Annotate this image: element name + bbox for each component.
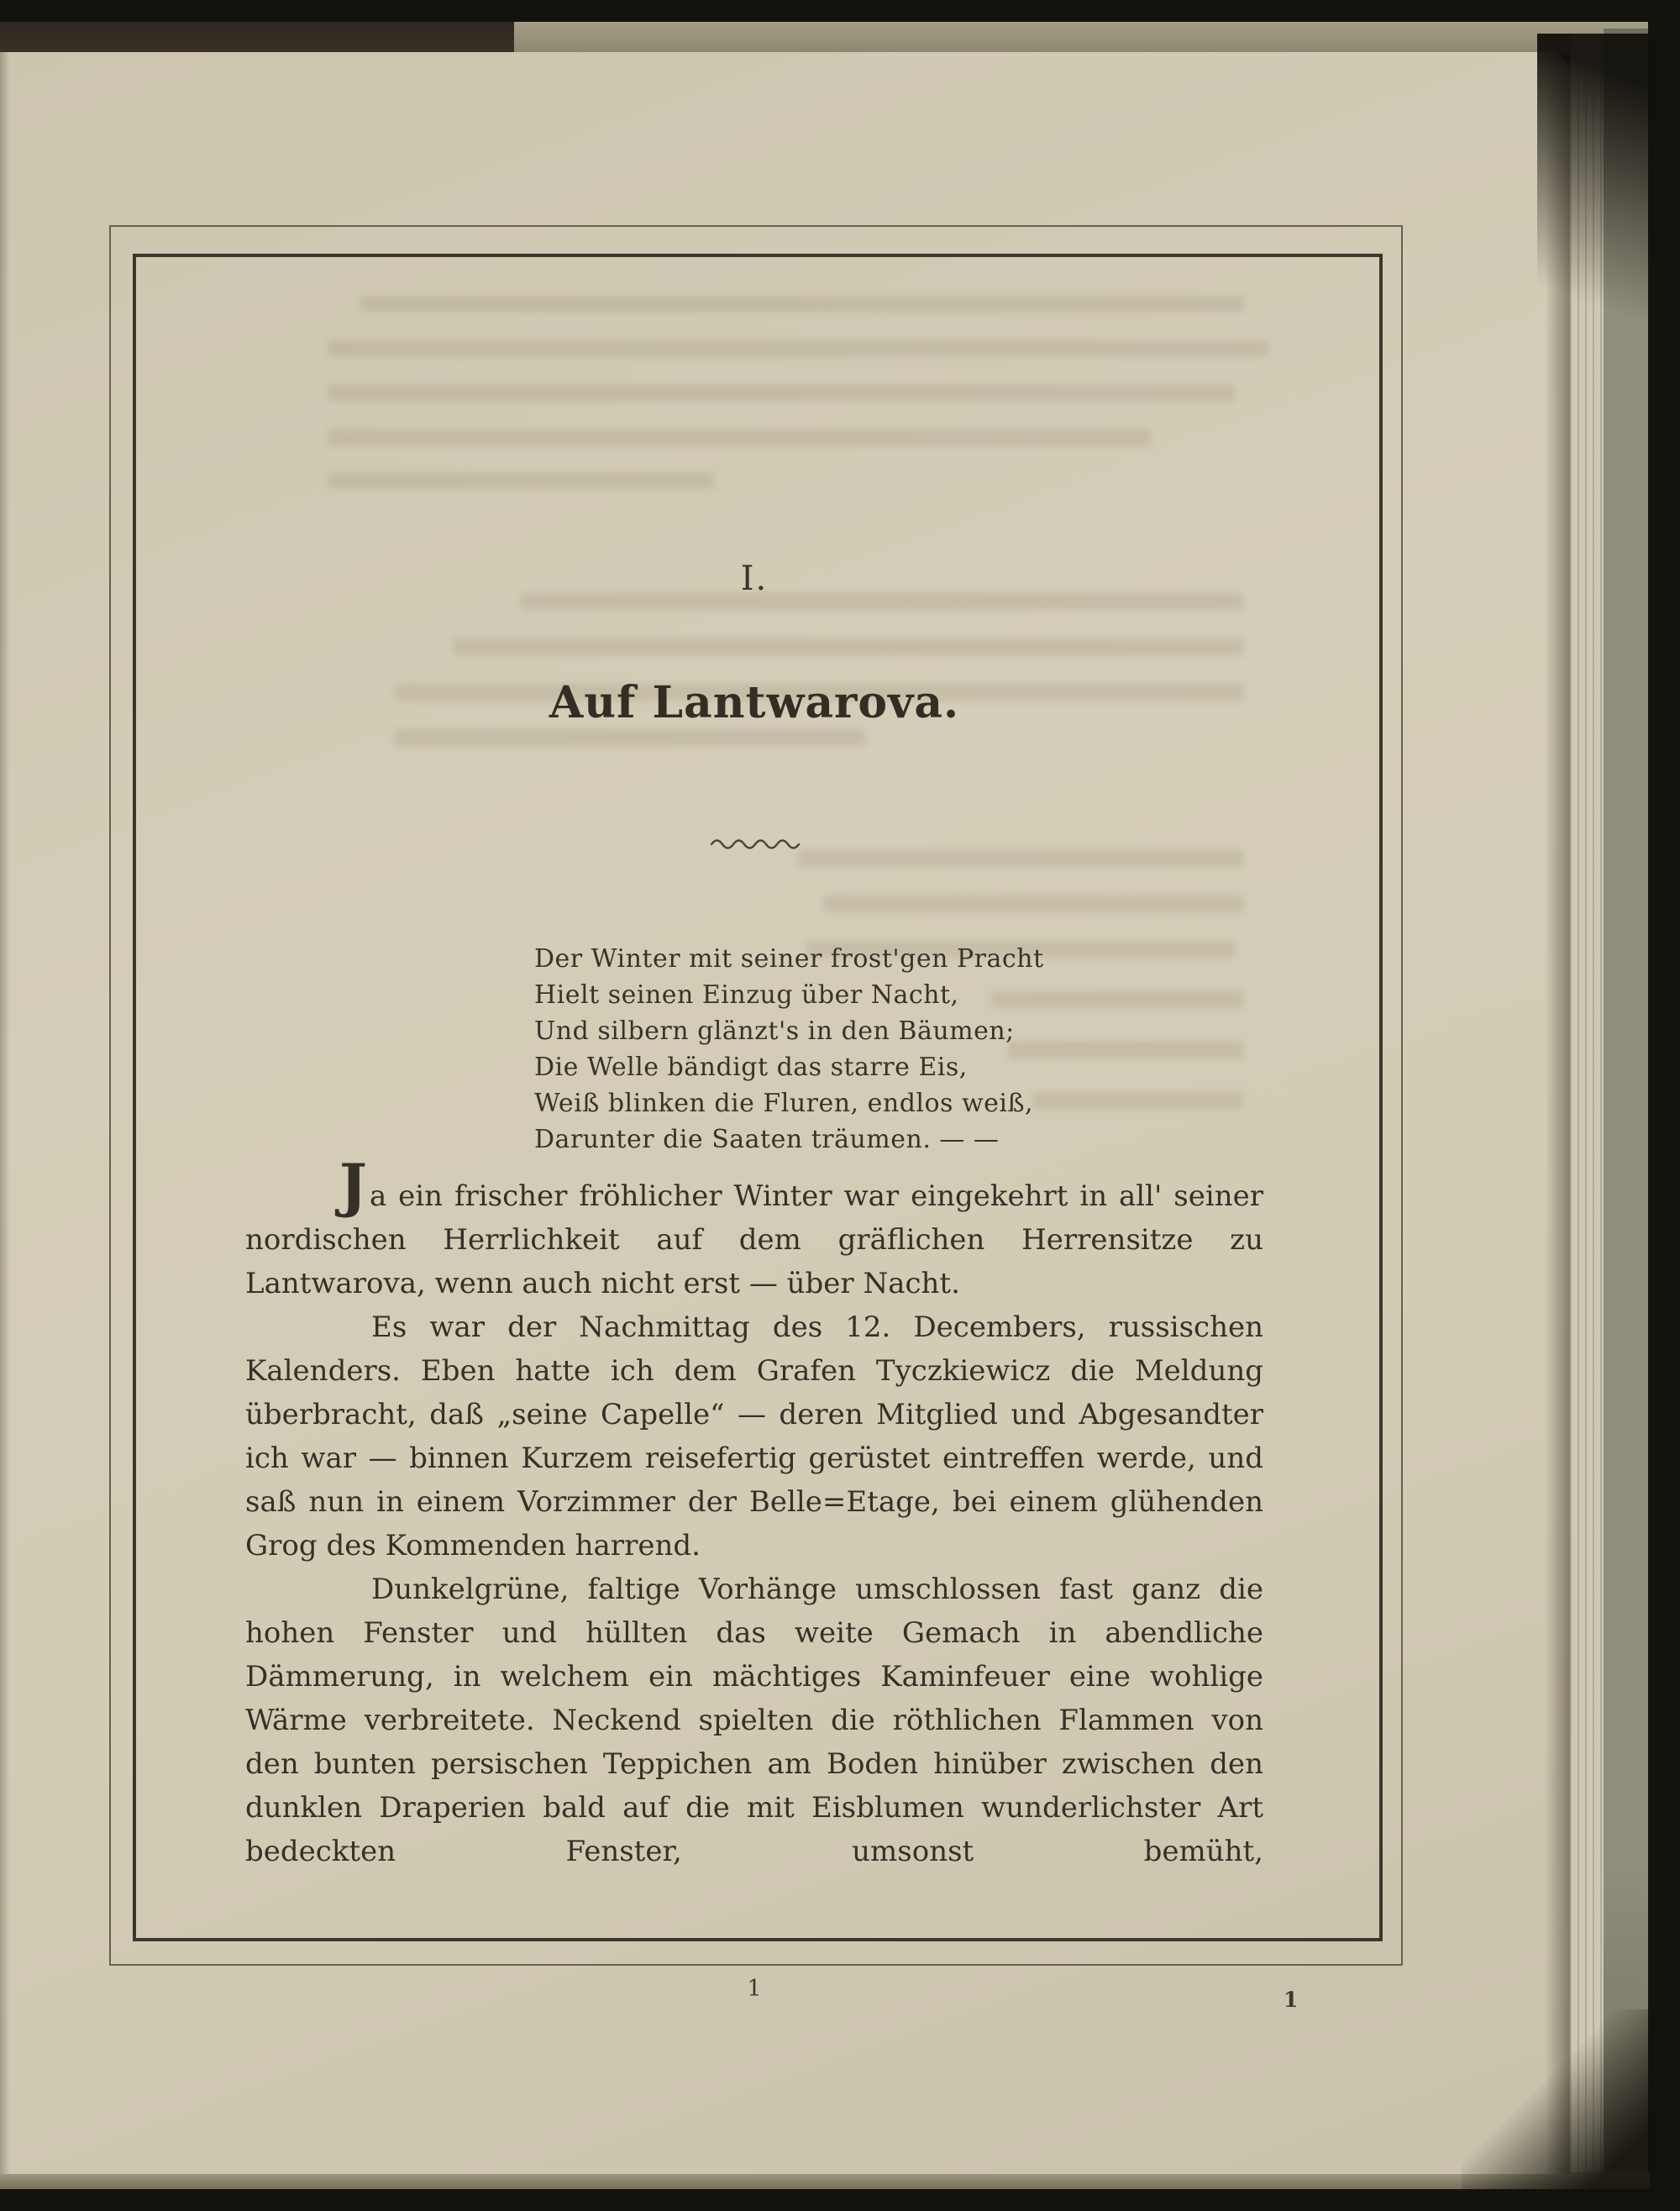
page-bottom-edge xyxy=(0,2172,1650,2191)
body-paragraph: Es war der Nachmittag des 12. Decembers, russischen Kalenders. Eben hatte ich dem Grafen Tyczkiewicz die Meldung überbracht, daß „seine Capelle“ — deren Mitglied und Abgesandter ich war — binnen Kurzem reisefertig gerüstet eintreffen werde, und saß nun in einem Vorzimmer der Belle=Etage, bei einem glühenden Grog des Kommenden harrend. xyxy=(245,1310,1263,1562)
poem xyxy=(534,941,1044,1158)
chapter-number: I. xyxy=(740,559,769,598)
corner-shadow-bottom-right xyxy=(1462,2009,1655,2194)
signature-mark: 1 xyxy=(1284,1988,1299,2012)
page-left-shadow xyxy=(0,52,10,2174)
cover-edge-top-left xyxy=(0,22,514,55)
body-paragraph: Ja ein frischer fröhlicher Winter war eingekehrt in all' seiner nordischen Herrlichkeit auf dem gräflichen Herrensitze zu Lantwarova, wenn auch nicht erst — über Nacht. xyxy=(245,1152,1263,1300)
poem-line: Darunter die Saaten träumen. — — xyxy=(534,1125,1000,1154)
body-text xyxy=(245,1152,1263,1873)
chapter-title: Auf Lantwarova. xyxy=(549,677,960,728)
poem-line: Die Welle bändigt das starre Eis, xyxy=(534,1053,968,1082)
poem-line: Und silbern glänzt's in den Bäumen; xyxy=(534,1016,1015,1046)
poem-line: Der Winter mit seiner frost'gen Pracht xyxy=(534,944,1044,974)
poem-line: Weiß blinken die Fluren, endlos weiß, xyxy=(534,1089,1034,1118)
body-paragraph: Dunkelgrüne, faltige Vorhänge umschlossen fast ganz die hohen Fenster und hüllten das weite Gemach in abendliche Dämmerung, in welchem ein mächtiges Kaminfeuer eine wohlige Wärme verbreitete. Neckend spielten die röthlichen Flammen von den bunten persischen Teppichen am Boden hinüber zwischen den dunklen Draperien bald auf die mit Eisblumen wunderlichster Art bedeckten Fenster, umsonst bemüht, xyxy=(245,1573,1263,1868)
corner-shadow-top-right xyxy=(1537,34,1655,470)
squiggle-divider xyxy=(709,835,803,850)
poem-line: Hielt seinen Einzug über Nacht, xyxy=(534,980,959,1010)
page-number: 1 xyxy=(747,1976,762,2002)
underpage-edge-top xyxy=(514,22,1650,55)
binding-edge-bottom xyxy=(0,2189,1680,2211)
